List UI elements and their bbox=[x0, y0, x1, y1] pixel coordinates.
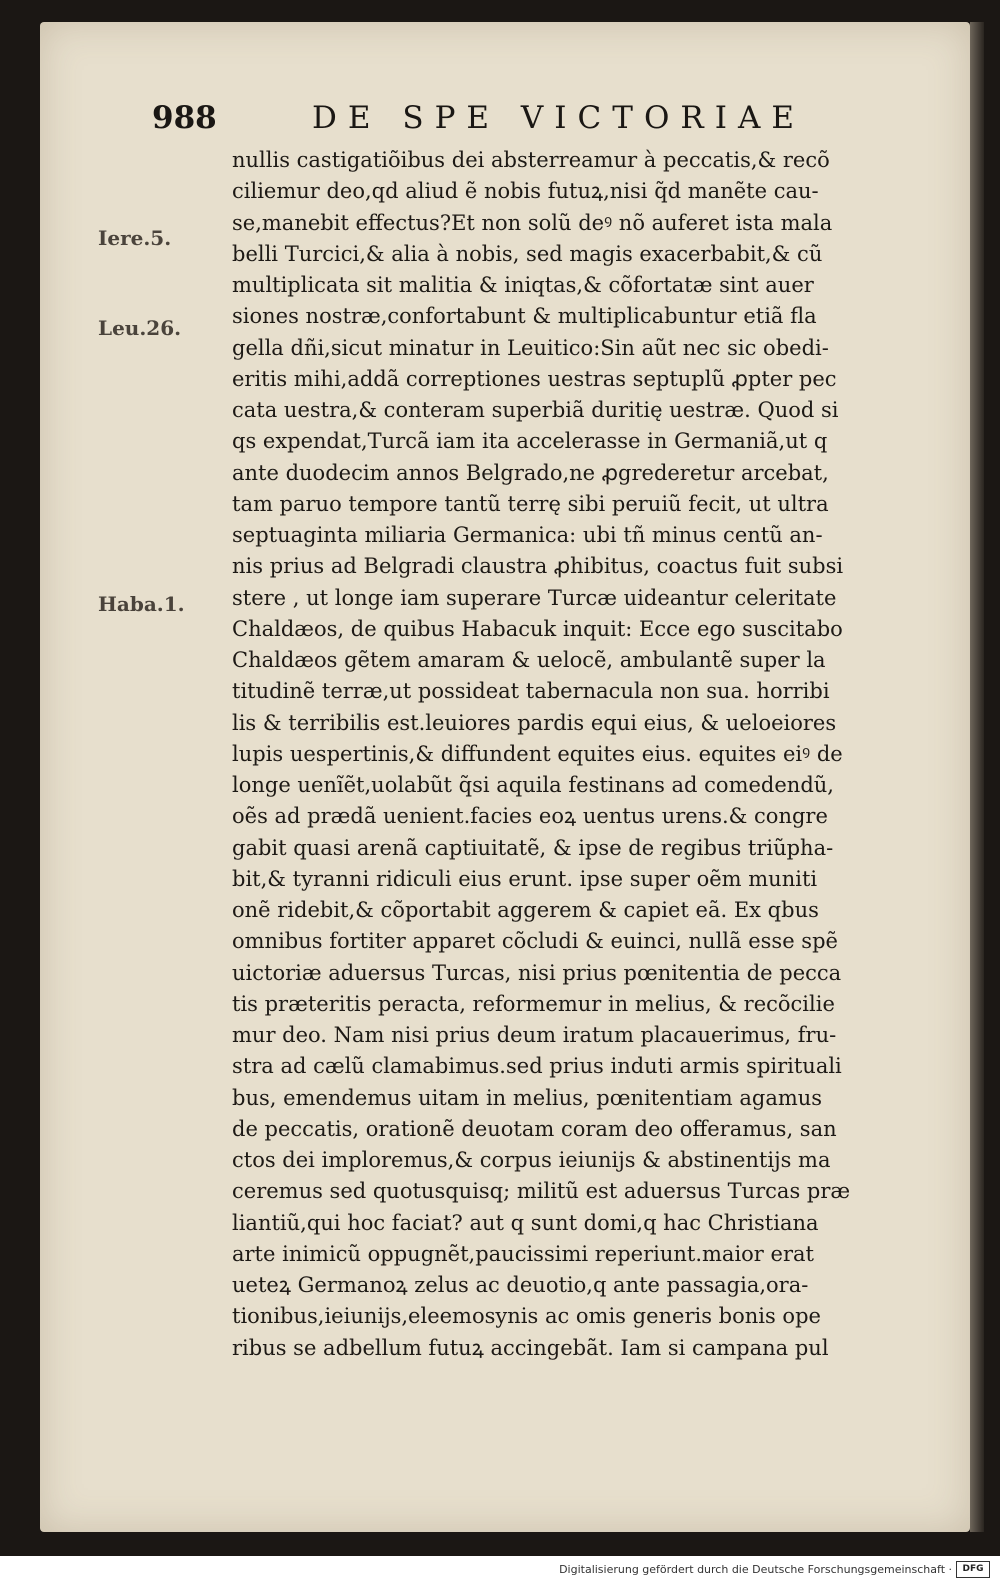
text-line: stere , ut longe iam superare Turcæ uideantur celeritate bbox=[232, 585, 837, 610]
text-line: longe uenĩẽt,uolabũt q̃si aquila festinans ad comedendũ, bbox=[232, 773, 834, 797]
text-line: belli Turcici,& alia à nobis, sed magis exacerbabit,& cũ bbox=[232, 241, 823, 266]
text-line: multiplicata sit malitia & iniqtas,& cõfortatæ sint auer bbox=[232, 273, 814, 297]
page-edge bbox=[970, 22, 984, 1532]
text-line: ciliemur deo,qd aliud ẽ nobis futuꝝ,nisi q̃d manẽte cau- bbox=[232, 179, 819, 204]
text-line: ctos dei imploremus,& corpus ieiunijs & abstinentijs ma bbox=[232, 1148, 831, 1172]
text-line: lupis uespertinis,& diffundent equites eius. equites eiꝰ de bbox=[232, 741, 843, 766]
footer-bar bbox=[0, 1556, 1000, 1584]
text-line: bit,& tyranni ridiculi eius erunt. ipse super oẽm muniti bbox=[232, 866, 818, 891]
text-line: cata uestra,& conteram superbiã duritię uestræ. Quod si bbox=[232, 398, 839, 422]
marginal-note: Leu.26. bbox=[98, 316, 182, 340]
text-line: mur deo. Nam nisi prius deum iratum placauerimus, fru- bbox=[232, 1023, 837, 1047]
text-line: tionibus,ieiunijs,eleemosynis ac omis generis bonis ope bbox=[232, 1304, 821, 1329]
text-line: eritis mihi,addã correptiones uestras septuplũ ꝓpter pec bbox=[232, 366, 837, 391]
text-line: gella dñi,sicut minatur in Leuitico:Sin aũt nec sic obedi- bbox=[232, 335, 829, 360]
text-line: ribus se adbellum futuꝝ accingebãt. Iam si campana pul bbox=[232, 1335, 829, 1360]
text-line: de peccatis, orationẽ deuotam coram deo offeramus, san bbox=[232, 1116, 837, 1141]
text-line: titudinẽ terræ,ut possideat tabernacula non sua. horribi bbox=[232, 679, 830, 704]
text-line: ceremus sed quotusquisq; militũ est aduersus Turcas præ bbox=[232, 1179, 851, 1204]
text-line: ante duodecim annos Belgrado,ne ꝓgrederetur arcebat, bbox=[232, 460, 829, 485]
body-text bbox=[232, 145, 932, 1364]
text-line: tam paruo tempore tantũ terrę sibi peruiũ fecit, ut ultra bbox=[232, 491, 829, 516]
text-line: liantiũ,qui hoc faciat? aut q sunt domi,q hac Christiana bbox=[232, 1210, 819, 1235]
page-number: 988 bbox=[152, 100, 217, 136]
dfg-logo: DFG bbox=[956, 1561, 990, 1578]
text-line: stra ad cælũ clamabimus.sed prius induti armis spirituali bbox=[232, 1054, 842, 1079]
text-line: qs expendat,Turcã iam ita accelerasse in Germaniã,ut q bbox=[232, 429, 828, 454]
text-line: nullis castigatiõibus dei absterreamur à peccatis,& recõ bbox=[232, 148, 830, 172]
text-line: siones nostræ,confortabunt & multiplicabuntur etiã fla bbox=[232, 304, 817, 329]
text-line: arte inimicũ oppugnẽt,paucissimi reperiunt.maior erat bbox=[232, 1241, 814, 1266]
text-line: Chaldæos gẽtem amaram & uelocẽ, ambulantẽ super la bbox=[232, 648, 826, 672]
page-header bbox=[152, 100, 852, 140]
marginal-note: Iere.5. bbox=[98, 226, 172, 250]
text-line: omnibus fortiter apparet cõcludi & euinci, nullã esse spẽ bbox=[232, 929, 838, 954]
text-line: oẽs ad prædã uenient.facies eoꝝ uentus urens.& congre bbox=[232, 804, 828, 829]
funding-credit: Digitalisierung gefördert durch die Deutsche Forschungsgemeinschaft · bbox=[559, 1563, 952, 1576]
text-line: nis prius ad Belgradi claustra ꝓhibitus, coactus fuit subsi bbox=[232, 554, 844, 579]
text-line: septuaginta miliaria Germanica: ubi tñ minus centũ an- bbox=[232, 523, 823, 547]
text-line: uictoriæ aduersus Turcas, nisi prius pœnitentia de pecca bbox=[232, 960, 842, 985]
text-line: tis præteritis peracta, reformemur in melius, & recõcilie bbox=[232, 991, 835, 1016]
text-line: bus, emendemus uitam in melius, pœnitentiam agamus bbox=[232, 1085, 823, 1110]
text-line: lis & terribilis est.leuiores pardis equi eius, & ueloeiores bbox=[232, 710, 837, 735]
running-head: DE SPE VICTORIAE bbox=[312, 100, 805, 136]
text-line: ueteꝝ Germanoꝝ zelus ac deuotio,q ante passagia,ora- bbox=[232, 1273, 809, 1297]
text-line: onẽ ridebit,& cõportabit aggerem & capiet eã. Ex qbus bbox=[232, 898, 819, 922]
text-line: se,manebit effectus?Et non solũ deꝰ nõ auferet ista mala bbox=[232, 210, 833, 235]
text-line: gabit quasi arenã captiuitatẽ, & ipse de regibus triũpha- bbox=[232, 835, 834, 860]
marginal-note: Haba.1. bbox=[98, 592, 185, 616]
text-line: Chaldæos, de quibus Habacuk inquit: Ecce ego suscitabo bbox=[232, 616, 843, 641]
